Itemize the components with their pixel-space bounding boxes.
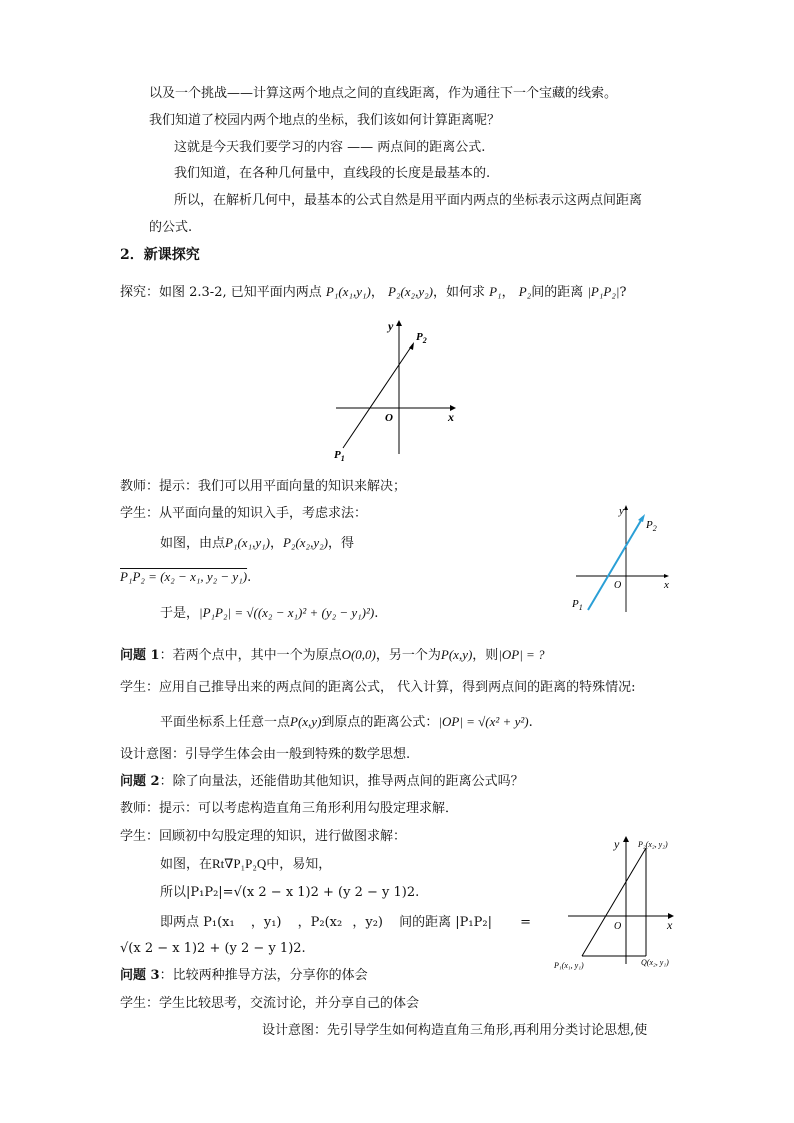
fig2-y-arrow-icon xyxy=(624,505,628,510)
distance-symbol: |P₁P₂| xyxy=(587,284,620,299)
explore-mid: ，如何求 xyxy=(432,285,485,300)
point-p2: P₂(x₂,y₂) xyxy=(388,284,433,299)
fig1-y-label: y xyxy=(388,319,394,333)
fig1-y-arrow-icon xyxy=(396,320,402,326)
fig2-p2-label: $P_2$ xyxy=(646,519,657,533)
fig3-x-label: x xyxy=(667,918,673,932)
two-point-distance-line: 即两点 P₁(x₁ ，y₁) ，P₂(x₂ ，y₂) 间的距离 |P₁P₂| = xyxy=(160,915,531,930)
explore-sep2: ， xyxy=(501,285,515,300)
explore-qmark: ? xyxy=(619,285,627,300)
fig2-y-label: y xyxy=(619,505,624,517)
explore-sep: ， xyxy=(370,285,384,300)
symbol-p2: P₂ xyxy=(518,284,532,299)
fig3-q-label: Q(x₂, y₁) xyxy=(641,958,669,967)
figure-1 xyxy=(330,318,460,463)
fig1-p2-label: $P_2$ xyxy=(416,331,427,345)
fig1-origin: O xyxy=(385,412,393,424)
explore-line xyxy=(120,283,626,302)
origin-point: O(0,0) xyxy=(341,647,376,662)
point-p: P(x,y) xyxy=(440,647,473,662)
special-formula-line: 平面坐标系上任意一点P(x,y)到原点的距离公式：|OP| = √(x² + y²). xyxy=(160,714,533,730)
fig3-p2-label: P₂(x₂, y₂) xyxy=(638,840,668,849)
student-line-2: 如图，由点P₁(x₁,y₁)，P₂(x₂,y₂)，得 xyxy=(160,535,354,551)
question-3-label: 问题 3 xyxy=(120,968,160,983)
op-question: |OP| = ? xyxy=(498,647,545,662)
distance-formula-line: 于是，|P₁P₂| = √((x₂ − x₁)² + (y₂ − y₁)²). xyxy=(160,605,379,621)
question-1-label: 问题 1 xyxy=(120,648,160,663)
design-intent-2: 设计意图：先引导学生如何构造直角三角形,再利用分类讨论思想,使 xyxy=(262,1023,648,1038)
fig3-hypotenuse xyxy=(582,848,646,956)
point-p1-coords: P₁(x₁,y₁) xyxy=(225,535,270,550)
fig2-segment xyxy=(588,517,643,610)
fig1-segment xyxy=(343,344,413,448)
fig2-segment-arrow-icon xyxy=(638,514,645,522)
figure-2 xyxy=(568,502,678,620)
figure-3 xyxy=(552,834,692,976)
fig2-p1-label: $P_1$ xyxy=(572,598,583,612)
fig3-y-label: y xyxy=(614,837,620,851)
fig2-x-arrow-icon xyxy=(664,574,669,578)
vector-line: P₁P₂ = (x₂ − x₁, y₂ − y₁). xyxy=(120,569,252,585)
intro-line-4: 我们知道，在各种几何量中，直线段的长度是最基本的. xyxy=(174,166,491,181)
intro-line-2: 我们知道了校园内两个地点的坐标，我们该如何计算距离呢？ xyxy=(149,113,501,128)
explore-suffix: 间的距离 xyxy=(531,285,584,300)
fig3-y-arrow-icon xyxy=(623,836,629,842)
teacher-hint-2: 教师：提示：可以考虑构造直角三角形利用勾股定理求解． xyxy=(120,801,459,816)
point-p1: P₁(x₁,y₁) xyxy=(325,284,371,299)
pythag-formula-2: √(x 2 − x 1)2 + (y 2 − y 1)2. xyxy=(120,941,306,956)
student-line-special: 学生：应用自己推导出来的两点间的距离公式， 代入计算，得到两点间的距离的特殊情况: xyxy=(120,680,636,695)
fig1-p1-label: $P_1$ xyxy=(334,449,345,463)
pythag-formula-line: 所以|P₁P₂|=√(x 2 − x 1)2 + (y 2 − y 1)2. xyxy=(160,885,420,900)
design-intent-1: 设计意图：引导学生体会由一般到特殊的数学思想. xyxy=(120,747,411,762)
fig2-origin: O xyxy=(614,580,622,591)
explore-prefix: 探究：如图 2.3-2, 已知平面内两点 xyxy=(120,285,322,300)
fig3-p1-label: P₁(x₁, y₁) xyxy=(554,961,584,970)
student-line-1: 学生：从平面向量的知识入手，考虑求法： xyxy=(120,506,368,521)
intro-line-1: 以及一个挑战——计算这两个地点之间的直线距离，作为通往下一个宝藏的线索。 xyxy=(149,86,618,101)
point-p2-coords: P₂(x₂,y₂) xyxy=(282,535,328,550)
rt-triangle-line: 如图，在Rt∇P₁P₂Q中，易知， xyxy=(160,856,332,872)
symbol-p1: P₁ xyxy=(489,284,502,299)
student-line-3: 学生：回顾初中勾股定理的知识，进行做图求解： xyxy=(120,829,407,844)
section-title: 2．新课探究 xyxy=(120,247,200,263)
fig3-origin: O xyxy=(614,921,622,932)
question-1: 问题 1：若两个点中，其中一个为原点O(0,0)，另一个为P(x,y)，则|OP| = ? xyxy=(120,647,545,663)
question-2: 问题 2：除了向量法，还能借助其他知识，推导两点间的距离公式吗？ xyxy=(120,774,524,789)
question-3: 问题 3：比较两种推导方法，分享你的体会 xyxy=(120,968,368,983)
rt-triangle: Rt∇P₁P₂Q xyxy=(212,856,267,871)
intro-line-5: 所以，在解析几何中，最基本的公式自然是用平面内两点的坐标表示这两点间距离 xyxy=(174,193,643,208)
teacher-hint-1: 教师：提示：我们可以用平面向量的知识来解决； xyxy=(120,479,407,494)
question-2-label: 问题 2 xyxy=(120,774,160,789)
intro-line-6: 的公式. xyxy=(149,220,193,235)
op-formula: |OP| = √(x² + y²) xyxy=(438,714,529,729)
point-p-xy: P(x,y) xyxy=(290,714,322,729)
fig1-x-label: x xyxy=(448,410,454,424)
vector-formula: P₁P₂ = (x₂ − x₁, y₂ − y₁) xyxy=(120,569,248,584)
student-line-4: 学生：学生比较思考，交流讨论，并分享自己的体会 xyxy=(120,996,420,1011)
intro-line-3: 这就是今天我们要学习的内容 —— 两点间的距离公式. xyxy=(174,140,486,155)
fig2-x-label: x xyxy=(664,579,669,591)
distance-formula: |P₁P₂| = √((x₂ − x₁)² + (y₂ − y₁)²) xyxy=(199,605,375,620)
